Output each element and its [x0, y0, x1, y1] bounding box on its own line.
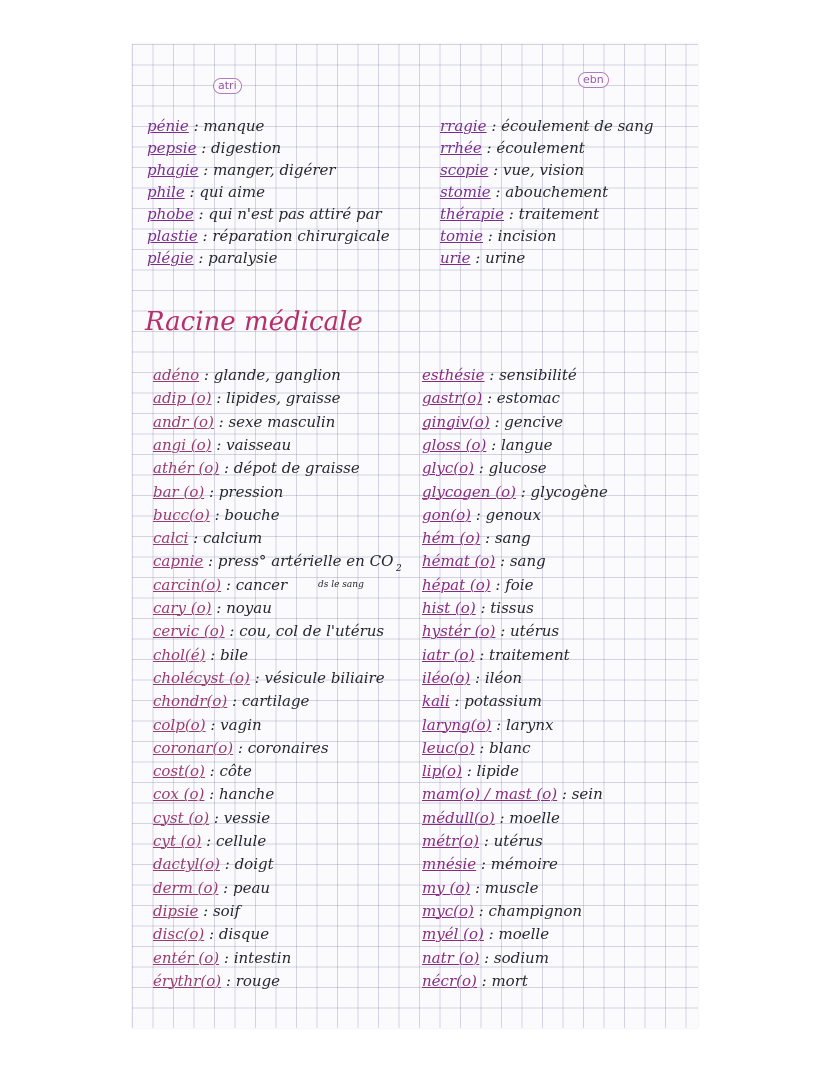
term-separator: :: [198, 161, 214, 179]
term-prefix: mnésie: [422, 855, 477, 874]
term-prefix: athér (o): [153, 459, 220, 478]
term-meaning: vessie: [223, 808, 271, 827]
term-prefix: gloss (o): [422, 435, 487, 454]
term-separator: :: [490, 575, 506, 594]
term-separator: :: [233, 738, 248, 757]
top-right-entry: [440, 161, 584, 179]
root-right-entry: [422, 809, 560, 827]
top-right-entry: [440, 139, 585, 157]
root-left-entry: [153, 692, 309, 710]
term-meaning: cellule: [216, 832, 267, 850]
term-meaning: foie: [505, 575, 534, 594]
root-right-entry: [422, 389, 560, 407]
term-meaning: cartilage: [241, 692, 310, 711]
root-right-entry: [422, 879, 538, 897]
term-prefix: myél (o): [422, 925, 484, 944]
term-meaning: coronaires: [247, 738, 329, 757]
term-separator: :: [482, 389, 497, 408]
term-separator: :: [491, 715, 506, 734]
term-meaning: hanche: [219, 785, 275, 804]
term-separator: :: [205, 715, 221, 734]
term-meaning: sodium: [493, 948, 549, 967]
term-prefix: cost(o): [153, 762, 205, 781]
term-meaning: vésicule biliaire: [264, 668, 385, 687]
root-left-entry: [153, 413, 335, 431]
term-prefix: hystér (o): [422, 622, 496, 641]
tab-label-right: ebn: [578, 72, 609, 88]
term-prefix: gon(o): [422, 505, 472, 524]
term-separator: :: [482, 227, 498, 245]
term-separator: :: [483, 925, 499, 944]
term-meaning: lipides, graisse: [226, 389, 341, 408]
term-separator: :: [203, 552, 218, 571]
term-prefix: érythr(o): [153, 971, 222, 990]
term-prefix: glycogen (o): [422, 482, 516, 501]
term-prefix: phile: [147, 183, 185, 201]
term-meaning: noyau: [226, 599, 272, 617]
term-prefix: hémat (o): [422, 552, 496, 571]
term-prefix: bucc(o): [153, 505, 210, 524]
term-separator: :: [193, 205, 209, 223]
term-meaning: disque: [218, 925, 270, 944]
root-left-entry: [153, 436, 291, 454]
term-meaning: digestion: [211, 139, 282, 157]
term-separator: :: [475, 599, 491, 617]
term-meaning: estomac: [496, 389, 560, 408]
term-meaning: glande, ganglion: [213, 366, 341, 384]
root-right-entry: [422, 483, 608, 501]
term-separator: :: [470, 668, 485, 687]
term-prefix: my (o): [422, 878, 471, 897]
term-meaning: genoux: [485, 505, 541, 524]
term-separator: :: [484, 366, 500, 384]
root-left-entry: [153, 529, 262, 547]
term-separator: :: [201, 832, 216, 850]
root-left-entry: [153, 483, 283, 501]
root-right-entry: [422, 599, 534, 617]
term-meaning: mémoire: [490, 855, 558, 874]
top-right-entry: [440, 205, 599, 223]
term-prefix: hist (o): [422, 599, 476, 617]
term-prefix: hém (o): [422, 529, 481, 548]
term-prefix: lip(o): [422, 762, 462, 781]
root-right-entry: [422, 902, 582, 920]
term-separator: :: [205, 645, 221, 664]
term-separator: :: [204, 785, 219, 804]
term-prefix: médull(o): [422, 808, 495, 827]
term-separator: :: [184, 183, 200, 201]
term-meaning: vue, vision: [503, 161, 585, 179]
term-meaning: sensibilité: [499, 366, 577, 384]
top-right-entry: [440, 183, 608, 201]
term-separator: :: [188, 117, 204, 135]
term-separator: :: [196, 139, 212, 157]
term-prefix: glyc(o): [422, 459, 475, 478]
term-prefix: angi (o): [153, 435, 212, 454]
root-left-entry: [153, 972, 280, 990]
term-prefix: colp(o): [153, 715, 206, 734]
root-left-entry: [153, 879, 270, 897]
term-separator: :: [473, 901, 489, 920]
term-prefix: gingiv(o): [422, 412, 490, 431]
term-prefix: kali: [422, 692, 450, 711]
term-prefix: disc(o): [153, 925, 205, 944]
term-meaning: vagin: [220, 715, 262, 734]
term-separator: :: [204, 925, 219, 944]
term-prefix: bar (o): [153, 482, 205, 501]
term-meaning: bouche: [224, 505, 280, 524]
term-meaning: vaisseau: [226, 435, 292, 454]
term-separator: :: [490, 183, 506, 201]
root-right-entry: [422, 855, 558, 873]
term-separator: :: [486, 117, 502, 135]
term-separator: :: [197, 227, 213, 245]
term-prefix: nécr(o): [422, 971, 477, 990]
term-separator: :: [479, 948, 494, 967]
term-meaning: cancer: [235, 575, 288, 594]
term-prefix: calci: [153, 529, 189, 548]
term-separator: :: [489, 412, 505, 431]
term-meaning: utérus: [510, 622, 560, 641]
capnie-note: ds le sang: [318, 580, 364, 590]
term-meaning: incision: [497, 227, 557, 245]
term-meaning: écoulement de sang: [501, 117, 654, 135]
term-separator: :: [461, 762, 477, 781]
term-meaning: manger, digérer: [213, 161, 336, 179]
root-right-entry: [422, 669, 522, 687]
term-separator: :: [219, 459, 234, 478]
top-left-entry: [147, 161, 336, 179]
term-meaning: bile: [220, 645, 249, 664]
term-prefix: chol(é): [153, 645, 206, 664]
root-right-entry: [422, 762, 519, 780]
term-meaning: qui n'est pas attiré par: [208, 205, 382, 223]
term-meaning: soif: [212, 901, 241, 920]
term-prefix: iléo(o): [422, 668, 471, 687]
root-right-entry: [422, 552, 546, 570]
root-right-entry: [422, 529, 531, 547]
term-meaning: blanc: [489, 738, 531, 757]
term-prefix: dipsie: [153, 901, 199, 920]
term-meaning: manque: [203, 117, 265, 135]
term-prefix: phagie: [147, 161, 199, 179]
top-left-entry: [147, 139, 281, 157]
term-meaning: peau: [232, 878, 271, 897]
top-left-entry: [147, 249, 277, 267]
term-separator: :: [476, 855, 491, 874]
term-separator: :: [503, 205, 519, 223]
root-left-entry: [153, 832, 266, 850]
root-right-entry: [422, 716, 554, 734]
term-prefix: thérapie: [440, 205, 504, 223]
term-meaning: sang: [494, 529, 531, 548]
term-prefix: rragie: [440, 117, 487, 135]
term-separator: :: [219, 855, 235, 874]
term-prefix: plastie: [147, 227, 198, 245]
term-meaning: sang: [509, 552, 546, 571]
term-meaning: larynx: [505, 715, 554, 734]
term-prefix: cervic (o): [153, 622, 225, 641]
term-prefix: carcin(o): [153, 575, 222, 594]
root-right-entry: [422, 785, 603, 803]
term-prefix: coronar(o): [153, 738, 234, 757]
top-left-entry: [147, 117, 264, 135]
term-prefix: cyt (o): [153, 832, 202, 850]
root-right-entry: [422, 576, 533, 594]
tab-label-left: atri: [213, 78, 242, 94]
term-prefix: pepsie: [147, 139, 197, 157]
term-separator: :: [211, 389, 227, 408]
term-meaning: réparation chirurgicale: [212, 227, 390, 245]
term-prefix: entér (o): [153, 948, 220, 967]
term-meaning: glycogène: [530, 482, 608, 501]
term-prefix: adip (o): [153, 389, 212, 408]
term-prefix: derm (o): [153, 878, 219, 897]
term-meaning: potassium: [464, 692, 542, 711]
term-separator: :: [204, 482, 219, 501]
term-prefix: adéno: [153, 366, 200, 384]
term-meaning: langue: [500, 435, 553, 454]
root-left-entry: [153, 716, 262, 734]
term-prefix: capnie: [153, 552, 204, 571]
term-meaning: intestin: [233, 948, 292, 967]
term-prefix: cary (o): [153, 599, 212, 617]
term-separator: :: [471, 505, 486, 524]
term-prefix: pénie: [147, 117, 189, 135]
root-left-entry: [153, 739, 329, 757]
term-separator: :: [209, 808, 224, 827]
root-right-entry: [422, 692, 542, 710]
root-right-entry: [422, 646, 570, 664]
root-left-entry: [153, 646, 248, 664]
term-prefix: iatr (o): [422, 645, 475, 664]
section-heading: Racine médicale: [145, 307, 363, 337]
root-right-entry: [422, 739, 530, 757]
term-prefix: hépat (o): [422, 575, 491, 594]
term-separator: :: [218, 878, 233, 897]
term-meaning: doigt: [234, 855, 274, 874]
term-separator: :: [213, 412, 229, 431]
term-separator: :: [474, 645, 490, 664]
root-left-entry: [153, 949, 291, 967]
term-separator: :: [221, 575, 236, 594]
term-meaning: press° artérielle en CO: [217, 552, 394, 571]
term-separator: :: [211, 599, 227, 617]
root-right-entry: [422, 832, 543, 850]
term-separator: :: [227, 692, 242, 711]
term-prefix: andr (o): [153, 412, 214, 431]
term-meaning: côte: [219, 762, 252, 781]
term-separator: :: [199, 366, 214, 384]
term-meaning: lipide: [476, 762, 520, 781]
term-separator: :: [476, 971, 492, 990]
term-prefix: natr (o): [422, 948, 480, 967]
term-meaning: iléon: [484, 668, 523, 687]
root-left-entry: [153, 366, 341, 384]
term-separator: :: [470, 249, 486, 267]
term-separator: :: [515, 482, 531, 501]
root-left-entry: [153, 785, 274, 803]
top-right-entry: [440, 227, 556, 245]
term-separator: :: [224, 622, 240, 641]
root-left-entry: [153, 599, 272, 617]
term-meaning: champignon: [488, 901, 583, 920]
term-meaning: sein: [571, 785, 603, 804]
term-prefix: myc(o): [422, 901, 474, 920]
term-separator: :: [495, 622, 511, 641]
term-separator: :: [479, 832, 494, 850]
term-meaning: paralysie: [208, 249, 278, 267]
term-prefix: plégie: [147, 249, 194, 267]
term-separator: :: [480, 529, 495, 548]
term-separator: :: [209, 505, 225, 524]
term-meaning: muscle: [484, 878, 539, 897]
term-separator: :: [488, 161, 503, 179]
root-right-entry: [422, 506, 541, 524]
term-meaning: calcium: [202, 529, 263, 548]
root-left-entry: [153, 762, 252, 780]
term-meaning: mort: [491, 971, 528, 990]
term-separator: :: [557, 785, 572, 804]
root-left-entry: [153, 622, 384, 640]
term-prefix: dactyl(o): [153, 855, 220, 874]
root-right-entry: [422, 459, 547, 477]
root-right-entry: [422, 972, 528, 990]
term-separator: :: [193, 249, 209, 267]
root-left-entry: [153, 389, 341, 407]
term-meaning: moelle: [498, 925, 550, 944]
term-separator: :: [495, 552, 510, 571]
term-separator: :: [204, 762, 220, 781]
term-meaning: urine: [485, 249, 526, 267]
term-meaning: dépot de graisse: [233, 459, 360, 478]
root-left-entry: [153, 459, 360, 477]
term-meaning: traitement: [489, 645, 570, 664]
root-left-entry: [153, 552, 393, 570]
term-separator: :: [249, 668, 265, 687]
root-right-entry: [422, 413, 563, 431]
term-separator: :: [449, 692, 465, 711]
capnie-superscript: 2: [396, 564, 402, 574]
term-meaning: utérus: [493, 832, 543, 850]
term-separator: :: [481, 139, 497, 157]
root-left-entry: [153, 925, 269, 943]
term-separator: :: [211, 435, 227, 454]
term-prefix: scopie: [440, 161, 489, 179]
term-prefix: phobe: [147, 205, 194, 223]
term-meaning: abouchement: [505, 183, 609, 201]
term-prefix: cholécyst (o): [153, 668, 250, 687]
root-left-entry: [153, 809, 270, 827]
term-meaning: rouge: [235, 971, 281, 990]
root-right-entry: [422, 949, 549, 967]
term-prefix: cox (o): [153, 785, 205, 804]
term-prefix: gastr(o): [422, 389, 483, 408]
term-meaning: moelle: [509, 808, 560, 827]
term-prefix: esthésie: [422, 366, 485, 384]
root-right-entry: [422, 925, 549, 943]
top-right-entry: [440, 249, 525, 267]
root-right-entry: [422, 622, 559, 640]
term-separator: :: [188, 529, 203, 548]
root-left-entry: [153, 669, 385, 687]
term-meaning: cou, col de l'utérus: [239, 622, 385, 641]
term-prefix: cyst (o): [153, 808, 210, 827]
term-prefix: rrhée: [440, 139, 482, 157]
term-prefix: urie: [440, 249, 471, 267]
root-left-entry: [153, 855, 274, 873]
term-prefix: mam(o) / mast (o): [422, 785, 558, 804]
term-prefix: laryng(o): [422, 715, 492, 734]
term-separator: :: [219, 948, 234, 967]
top-left-entry: [147, 227, 390, 245]
term-meaning: écoulement: [496, 139, 585, 157]
term-prefix: leuc(o): [422, 738, 475, 757]
top-left-entry: [147, 205, 382, 223]
term-meaning: traitement: [518, 205, 600, 223]
root-left-entry: [153, 576, 287, 594]
root-right-entry: [422, 436, 552, 454]
top-right-entry: [440, 117, 654, 135]
term-meaning: qui aime: [199, 183, 265, 201]
term-prefix: métr(o): [422, 832, 480, 850]
term-meaning: gencive: [504, 412, 563, 431]
term-meaning: tissus: [490, 599, 534, 617]
term-separator: :: [221, 971, 236, 990]
term-prefix: chondr(o): [153, 692, 228, 711]
term-separator: :: [494, 808, 510, 827]
term-separator: :: [198, 901, 213, 920]
term-meaning: pression: [218, 482, 284, 501]
term-separator: :: [470, 878, 485, 897]
term-meaning: sexe masculin: [228, 412, 336, 431]
root-right-entry: [422, 366, 577, 384]
top-left-entry: [147, 183, 265, 201]
term-separator: :: [474, 459, 489, 478]
root-left-entry: [153, 902, 240, 920]
term-prefix: stomie: [440, 183, 491, 201]
root-left-entry: [153, 506, 280, 524]
term-separator: :: [486, 435, 501, 454]
term-meaning: glucose: [488, 459, 547, 478]
term-separator: :: [474, 738, 490, 757]
term-prefix: tomie: [440, 227, 483, 245]
